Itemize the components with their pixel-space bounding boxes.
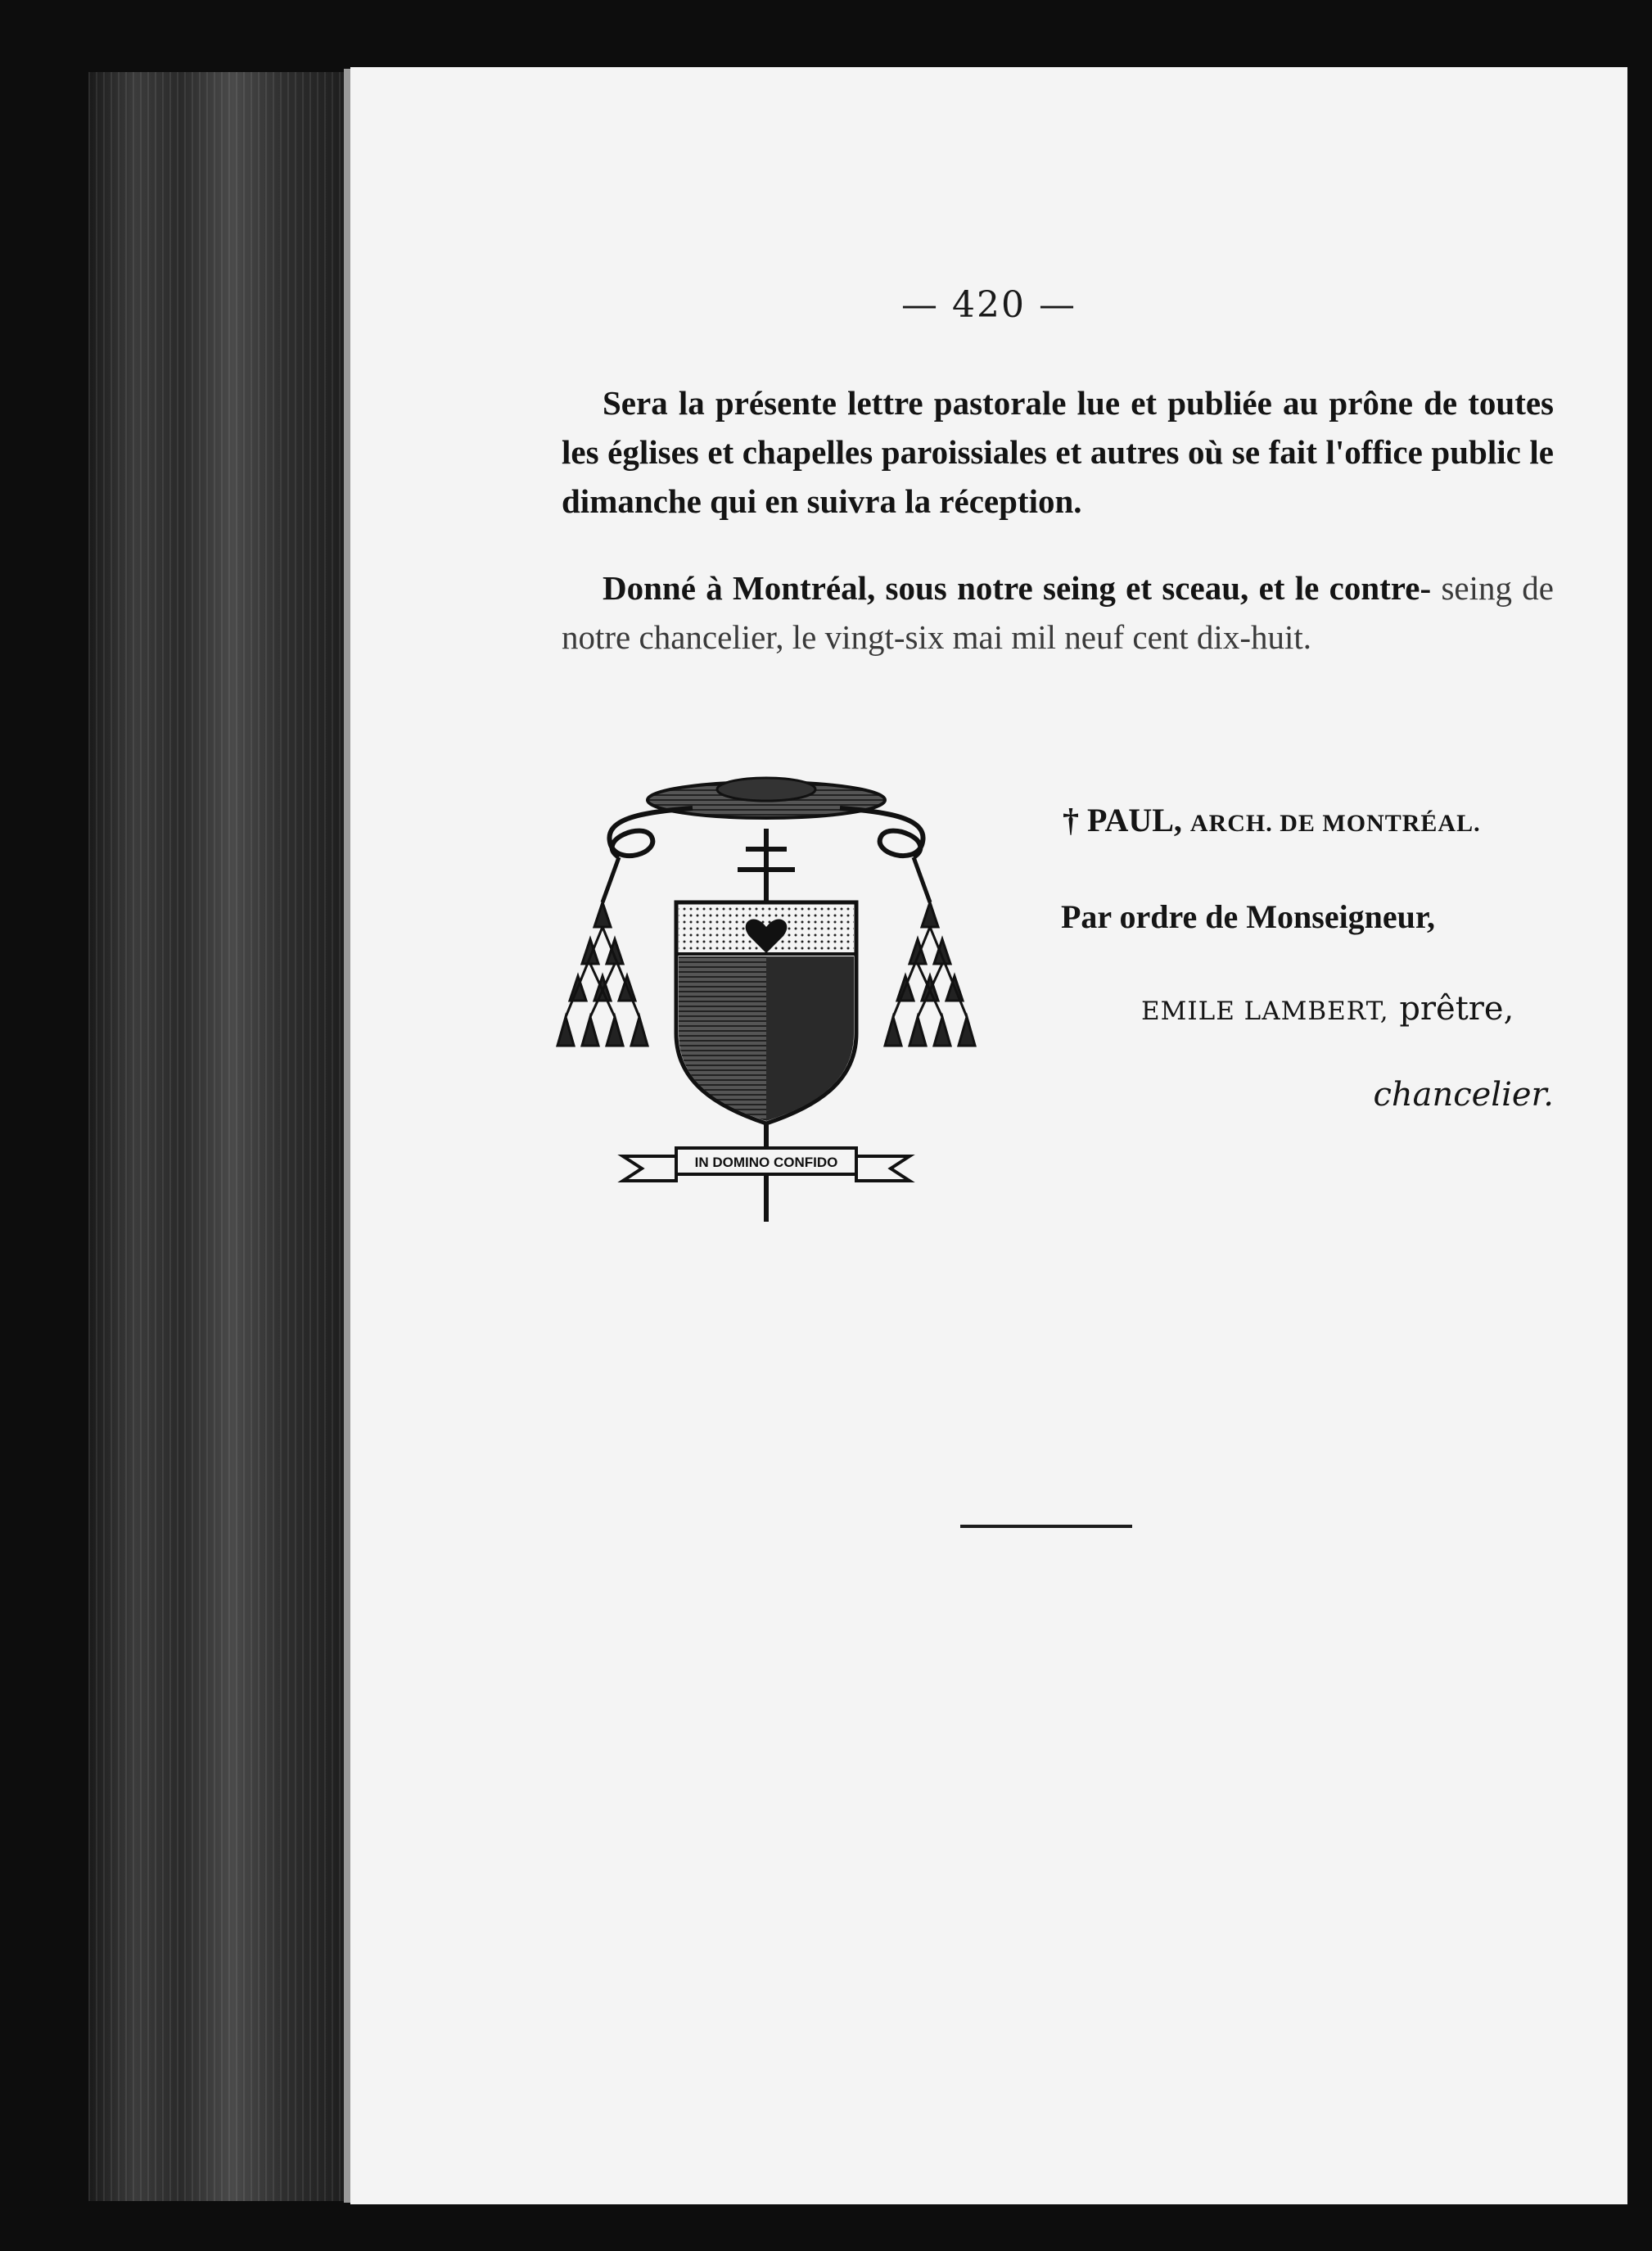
paragraph-given-at-rest: seing de notre chancelier, le vingt-six mai mil neuf cent dix-huit. (562, 569, 1554, 656)
paragraph-publication: Sera la présente lettre pastorale lue et publiée au prône de toutes les églises et chapelles paroissiales et autres où se fait l'office public le dimanche qui en suivra la réception. (562, 384, 1554, 520)
motto-text: IN DOMINO CONFIDO (694, 1155, 838, 1170)
tassels-right (885, 902, 975, 1046)
page-number: — 420 — (901, 284, 1077, 326)
chancellor-signature (1141, 984, 1514, 1036)
chancellor-title: chancelier. (1373, 1076, 1554, 1114)
archbishop-title: ARCH. DE MONTRÉAL. (1189, 810, 1481, 837)
book-spine (88, 72, 350, 2201)
tassels-left (557, 902, 648, 1046)
paragraph-given-at-bold: Donné à Montréal, sous notre seing et sceau, et le contre- (603, 569, 1432, 607)
book-page (350, 67, 1627, 2204)
chancellor-role: prêtre, (1399, 990, 1514, 1028)
galero-crown (717, 778, 815, 801)
chancellor-name: EMILE LAMBERT, (1141, 997, 1389, 1026)
coat-of-arms (545, 763, 1012, 1287)
archbishop-signature (1063, 796, 1481, 848)
order-line: Par ordre de Monseigneur, (1061, 898, 1436, 935)
paragraph-given-at (562, 563, 1554, 662)
closing-rule (960, 1525, 1132, 1528)
archbishop-name: † PAUL, (1063, 802, 1182, 838)
